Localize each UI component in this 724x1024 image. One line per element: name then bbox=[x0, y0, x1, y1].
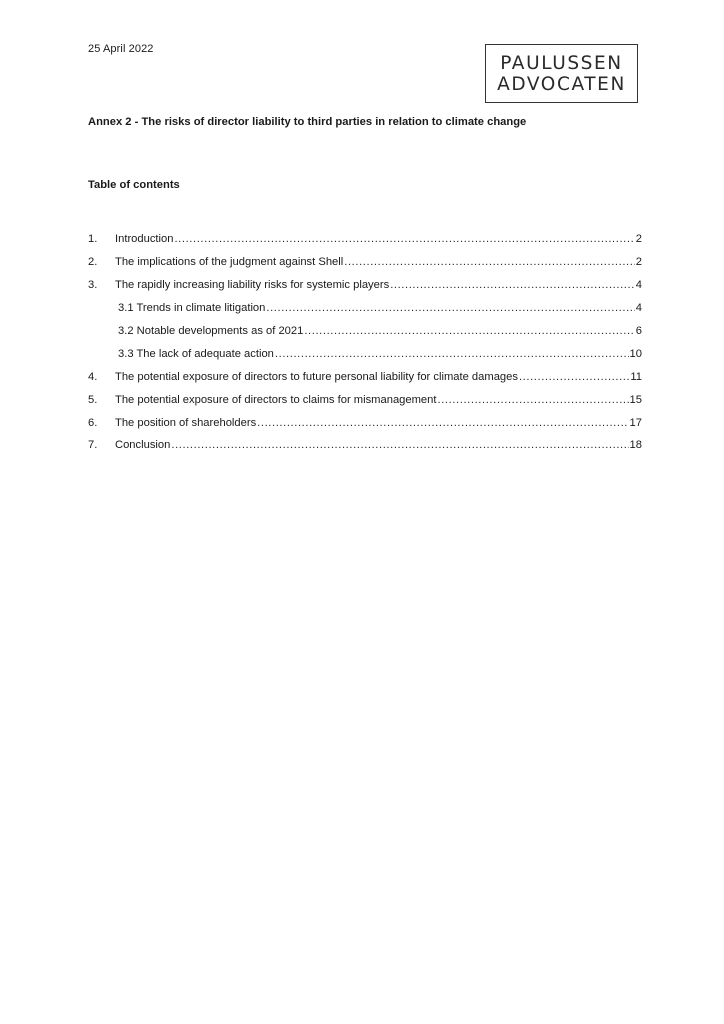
toc-entry-page: 4 bbox=[635, 302, 642, 315]
toc-entry-page: 2 bbox=[635, 256, 642, 269]
toc-entry-page: 11 bbox=[630, 370, 642, 383]
firm-logo bbox=[485, 44, 638, 103]
toc-entry-number: 2. bbox=[88, 256, 98, 269]
toc-entry-5[interactable] bbox=[88, 388, 642, 411]
toc-entry-number: 6. bbox=[88, 416, 98, 429]
toc-entry-title: 3.1 Trends in climate litigation bbox=[118, 302, 266, 315]
toc-entry-title: 3.3 The lack of adequate action bbox=[118, 347, 274, 360]
toc-leader-dots bbox=[390, 279, 635, 291]
toc-entry-page: 6 bbox=[635, 325, 642, 337]
logo-line-1: PAULUSSEN bbox=[500, 52, 623, 74]
toc-leader-dots bbox=[171, 439, 628, 451]
toc-entry-4[interactable] bbox=[88, 365, 642, 388]
toc-entry-3-3[interactable] bbox=[88, 342, 642, 365]
toc-entry-number: 7. bbox=[88, 439, 98, 452]
toc-entry-title: The implications of the judgment against Shell bbox=[115, 256, 344, 269]
toc-entry-title: The position of shareholders bbox=[115, 416, 257, 429]
toc-entry-number: 3. bbox=[88, 279, 98, 292]
toc-entry-number: 5. bbox=[88, 393, 98, 406]
toc-leader-dots bbox=[257, 417, 628, 429]
toc-leader-dots bbox=[174, 233, 634, 245]
toc-entry-title: The potential exposure of directors to future personal liability for climate damages bbox=[115, 370, 518, 383]
toc-entry-6[interactable] bbox=[88, 411, 642, 434]
toc-leader-dots bbox=[275, 348, 629, 360]
toc-leader-dots bbox=[437, 394, 628, 406]
toc-entry-2[interactable] bbox=[88, 251, 642, 274]
toc-leader-dots bbox=[519, 371, 629, 383]
toc-entry-title: Introduction bbox=[115, 233, 174, 246]
toc-entry-page: 2 bbox=[635, 233, 642, 246]
toc-entry-page: 17 bbox=[629, 416, 642, 429]
toc-entry-title: The potential exposure of directors to claims for mismanagement bbox=[115, 393, 437, 406]
document-date: 25 April 2022 bbox=[88, 43, 154, 55]
toc-entry-3-2[interactable] bbox=[88, 320, 642, 343]
table-of-contents bbox=[88, 228, 642, 457]
logo-line-2: ADVOCATEN bbox=[497, 73, 626, 95]
toc-entry-3[interactable] bbox=[88, 274, 642, 297]
toc-leader-dots bbox=[344, 256, 635, 268]
toc-heading: Table of contents bbox=[88, 179, 180, 191]
toc-entry-page: 10 bbox=[629, 347, 642, 360]
toc-entry-number: 4. bbox=[88, 370, 98, 383]
toc-entry-title: Conclusion bbox=[115, 439, 171, 452]
toc-leader-dots bbox=[304, 325, 634, 337]
toc-entry-page: 4 bbox=[635, 279, 642, 292]
toc-entry-1[interactable] bbox=[88, 228, 642, 251]
toc-entry-7[interactable] bbox=[88, 434, 642, 457]
annex-title: Annex 2 - The risks of director liability to third parties in relation to climate change bbox=[88, 116, 527, 128]
toc-leader-dots bbox=[266, 302, 634, 314]
toc-entry-title: 3.2 Notable developments as of 2021 bbox=[118, 325, 304, 337]
toc-entry-page: 18 bbox=[629, 439, 642, 452]
toc-entry-title: The rapidly increasing liability risks for systemic players bbox=[115, 279, 390, 292]
toc-entry-number: 1. bbox=[88, 233, 98, 246]
toc-entry-3-1[interactable] bbox=[88, 297, 642, 320]
toc-entry-page: 15 bbox=[629, 393, 642, 406]
